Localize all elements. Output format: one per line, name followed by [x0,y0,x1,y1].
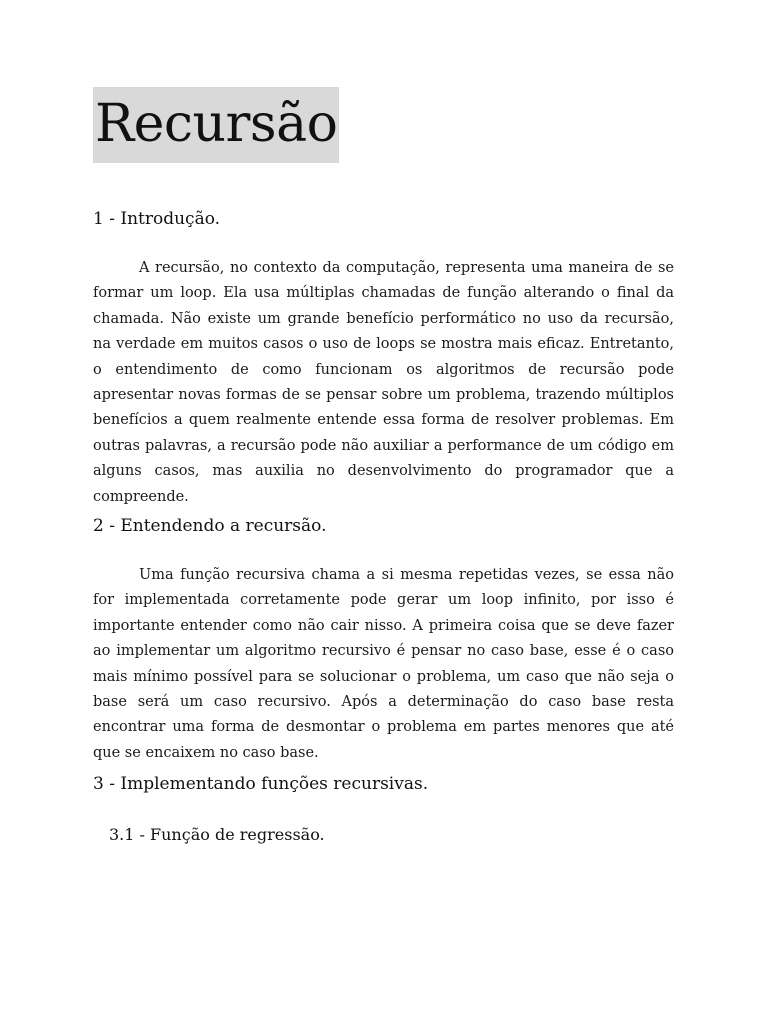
document-title: Recursão [95,94,338,154]
section-heading-entendendo: 2 - Entendendo a recursão. [93,516,327,536]
subsection-heading-regressao: 3.1 - Função de regressão. [109,825,325,844]
section-heading-implementando: 3 - Implementando funções recursivas. [93,774,429,794]
title-highlight [93,87,339,163]
section-heading-introducao: 1 - Introdução. [93,209,221,229]
section-paragraph-introducao: A recursão, no contexto da computação, representa uma maneira de se formar um loop. Ela usa múltiplas chamadas de função alterando o final da chamada. Não existe um grande benefício performático no uso da recursão, na verdade em muitos casos o uso de loops se mostra mais eficaz. Entretanto, o entendimento de como funcionam os algoritmos de recursão pode apresentar novas formas de se pensar sobre um problema, trazendo múltiplos benefícios a quem realmente entende essa forma de resolver problemas. Em outras palavras, a recursão pode não auxiliar a performance de um código em alguns casos, mas auxilia no desenvolvimento do programador que a compreende. [93,260,674,505]
section-paragraph-entendendo: Uma função recursiva chama a si mesma repetidas vezes, se essa não for implementada corretamente pode gerar um loop infinito, por isso é importante entender como não cair nisso. A primeira coisa que se deve fazer ao implementar um algoritmo recursivo é pensar no caso base, esse é o caso mais mínimo possível para se solucionar o problema, um caso que não seja o base será um caso recursivo. Após a determinação do caso base resta encontrar uma forma de desmontar o problema em partes menores que até que se encaixem no caso base. [93,567,674,761]
